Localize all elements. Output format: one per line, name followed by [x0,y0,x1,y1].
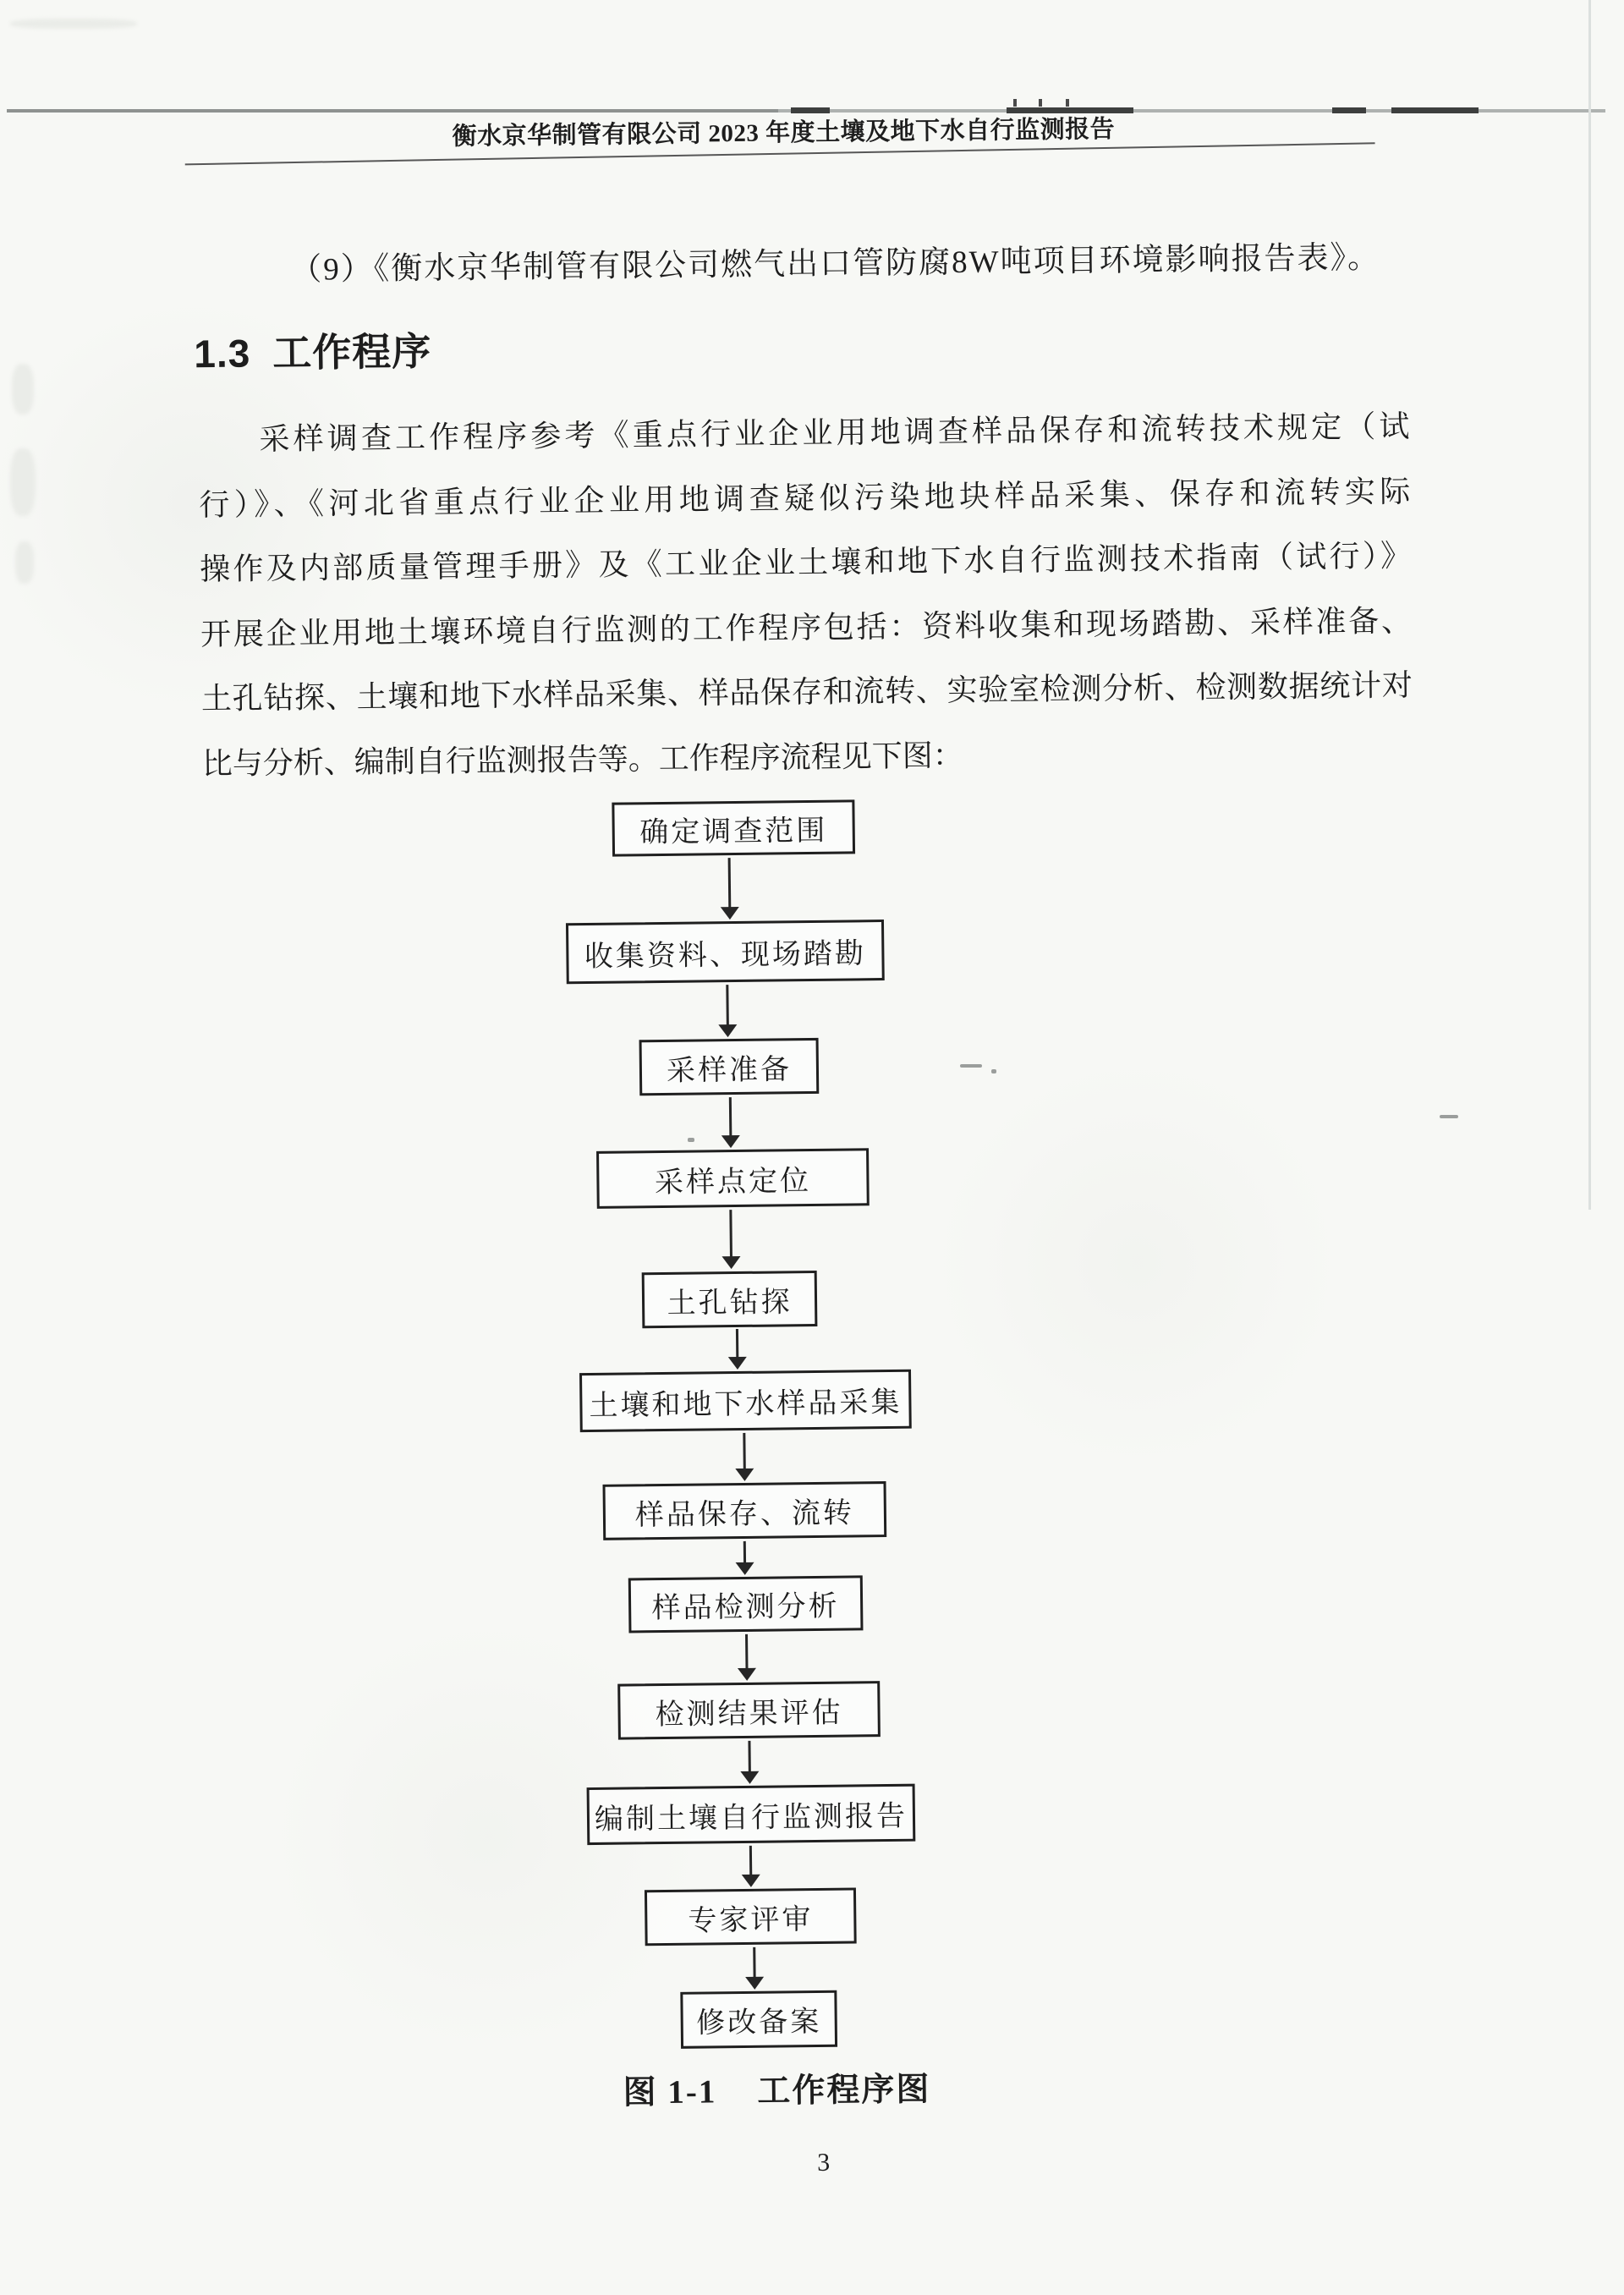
flow-step-collect-data: 收集资料、现场踏勘 [566,920,885,984]
page-number: 3 [816,2148,831,2177]
flow-step-sample-analysis: 样品检测分析 [628,1575,864,1633]
paragraph-line: 行）》、《河北省重点行业企业用地调查疑似污染地块样品采集、保存和流转实际 [199,474,1411,522]
section-title: 工作程序 [272,329,432,376]
paragraph-line: 开展企业用地土壤环境自行监测的工作程序包括：资料收集和现场踏勘、采样准备、 [200,603,1413,651]
reference-item-9: （9）《衡水京华制管有限公司燃气出口管防腐8W吨项目环境影响报告表》。 [289,240,1381,288]
flow-arrow [734,1433,755,1481]
flow-step-sampling-point: 采样点定位 [596,1148,870,1209]
flow-arrow [744,1947,765,1990]
flow-step-compile-report: 编制土壤自行监测报告 [587,1784,916,1845]
flow-arrow [740,1846,761,1887]
flow-arrow [734,1541,754,1575]
flow-step-result-evaluation: 检测结果评估 [617,1681,881,1740]
flow-arrow [717,985,738,1037]
flow-step-sample-storage: 样品保存、流转 [603,1481,887,1540]
body-paragraph [198,394,1413,796]
flow-arrow [737,1634,758,1681]
flow-arrow [739,1741,760,1784]
running-header: 衡水京华制管有限公司 2023 年度土壤及地下水自行监测报告 [452,115,1116,151]
paragraph-line: 土孔钻探、土壤和地下水样品采集、样品保存和流转、实验室检测分析、检测数据统计对 [200,667,1413,717]
figure-number: 图 1-1 [623,2073,717,2111]
flow-arrow [720,1097,741,1148]
flow-step-revise-filing: 修改备案 [680,1990,837,2049]
paragraph-line: 采样调查工作程序参考《重点行业企业用地调查样品保存和流转技术规定（试 [259,409,1410,457]
flow-arrow [721,1210,742,1269]
figure-caption [623,2062,930,2113]
section-heading [194,321,432,379]
flow-step-expert-review: 专家评审 [645,1887,857,1946]
figure-title: 工作程序图 [757,2071,931,2110]
flow-step-soil-drilling: 土孔钻探 [642,1271,818,1328]
paragraph-line: 操作及内部质量管理手册》及《工业企业土壤和地下水自行监测技术指南（试行）》 [199,538,1412,587]
paragraph-line: 比与分析、编制自行监测报告等。工作程序流程见下图： [201,738,963,781]
flow-arrow [719,858,740,920]
flow-step-sampling-prep: 采样准备 [639,1038,820,1095]
flow-step-sample-collection: 土壤和地下水样品采集 [579,1370,912,1432]
flow-step-determine-scope: 确定调查范围 [612,799,855,856]
flow-arrow [727,1329,748,1370]
section-number: 1.3 [194,331,251,376]
